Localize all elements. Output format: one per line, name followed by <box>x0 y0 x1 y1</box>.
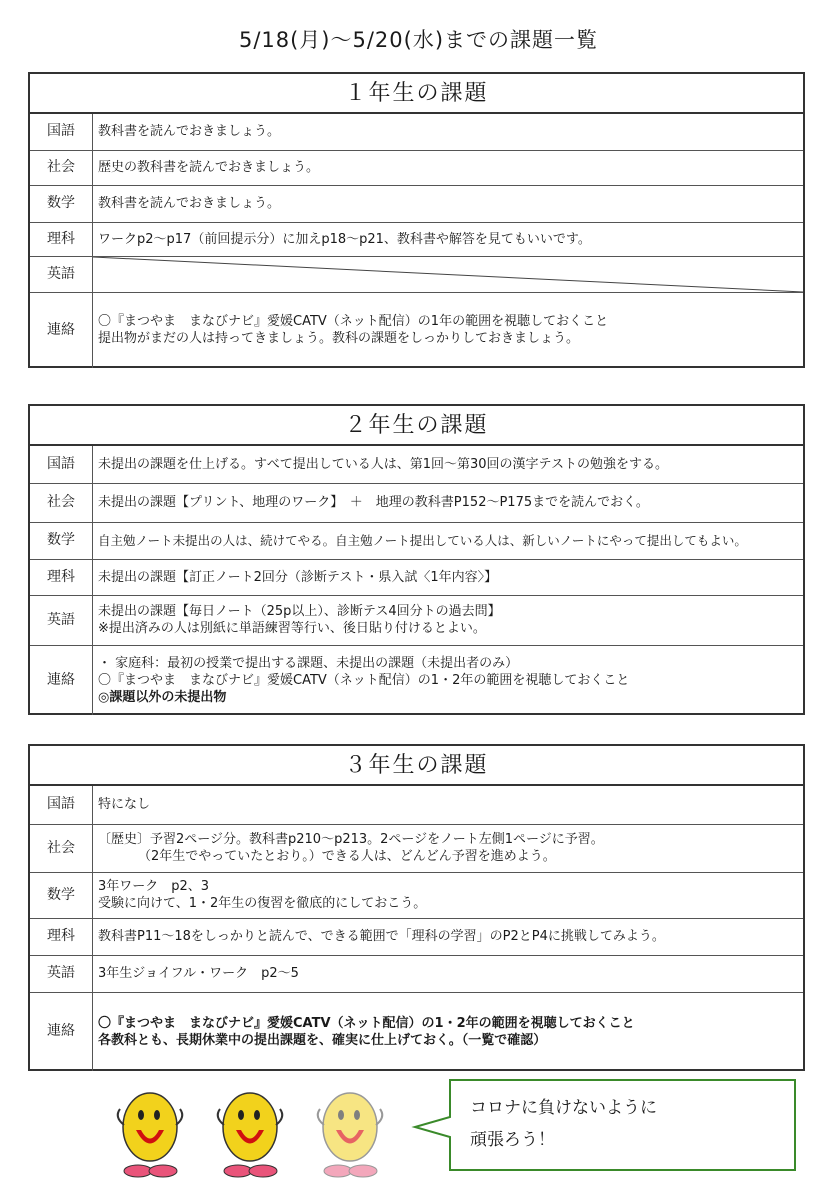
table-row <box>30 483 803 522</box>
table-row <box>30 786 803 824</box>
table-row <box>30 992 803 1071</box>
table-row <box>30 595 803 645</box>
subject-label: 国語 <box>30 446 93 483</box>
assignment-line: 〇『まつやま まなびナビ』愛媛CATV（ネット配信）の1・2年の範囲を視聴しておくこと <box>98 1015 635 1031</box>
grade1-table <box>30 114 803 368</box>
assignment-cell <box>93 292 804 368</box>
subject-label: 理科 <box>30 918 93 955</box>
assignment-line: 特になし <box>98 797 151 813</box>
table-row <box>30 446 803 483</box>
subject-label: 数学 <box>30 872 93 918</box>
assignment-line: 未提出の課題【毎日ノート（25p以上）、診断テス4回分トの過去問】 <box>98 604 501 619</box>
assignment-cell <box>93 446 804 483</box>
assignment-cell <box>93 918 804 955</box>
assignment-line: 提出物がまだの人は持ってきましょう。教科の課題をしっかりしておきましょう。 <box>98 331 580 347</box>
assignment-line: ワークp2～p17（前回提示分）に加えp18～p21、教科書や解答を見てもいいです。 <box>98 231 591 247</box>
assignment-cell <box>93 559 804 595</box>
assignment-cell <box>93 955 804 992</box>
grade1-heading: １年生の課題 <box>30 74 803 114</box>
assignment-line: 教科書を読んでおきましょう。 <box>98 196 281 211</box>
assignment-cell <box>93 185 804 222</box>
grade2-table <box>30 446 803 715</box>
table-row <box>30 256 803 292</box>
table-row <box>30 522 803 559</box>
assignment-line: 未提出の課題を仕上げる。すべて提出している人は、第1回～第30回の漢字テストの勉強をする。 <box>98 456 669 472</box>
subject-label: 理科 <box>30 222 93 256</box>
grade3-table <box>30 786 803 1071</box>
mascot-characters-image <box>110 1085 410 1185</box>
table-row <box>30 222 803 256</box>
table-row <box>30 292 803 368</box>
mascot-character <box>118 1093 183 1177</box>
assignment-line: ・ 家庭科：最初の授業で提出する課題、未提出の課題（未提出者のみ） <box>98 655 519 671</box>
assignment-cell <box>93 114 804 150</box>
grade3-heading: ３年生の課題 <box>30 746 803 786</box>
grade2-section <box>28 404 805 715</box>
table-row <box>30 185 803 222</box>
table-row <box>30 918 803 955</box>
assignment-line: 受験に向けて、1・2年生の復習を徹底的にしておこう。 <box>98 896 427 911</box>
table-row <box>30 645 803 715</box>
assignment-line: 教科書P11～18をしっかりと読んで、できる範囲で「理科の学習」のP2とP4に挑戦してみよう。 <box>98 929 665 944</box>
table-row <box>30 955 803 992</box>
diagonal-line <box>93 257 803 292</box>
assignment-cell <box>93 150 804 185</box>
subject-label: 理科 <box>30 559 93 595</box>
assignment-cell <box>93 786 804 824</box>
table-row <box>30 872 803 918</box>
assignment-line: 3年生ジョイフル・ワーク p2～5 <box>98 966 299 981</box>
assignment-cell <box>93 483 804 522</box>
assignment-line: 教科書を読んでおきましょう。 <box>98 124 281 140</box>
table-row <box>30 114 803 150</box>
assignment-cell <box>93 824 804 872</box>
assignment-line: 未提出の課題【訂正ノート2回分（診断テスト・県入試〈1年内容〉】 <box>98 569 498 585</box>
mascot-character <box>318 1093 383 1177</box>
grade1-section <box>28 72 805 368</box>
subject-label: 国語 <box>30 786 93 824</box>
subject-label: 国語 <box>30 114 93 150</box>
assignment-cell <box>93 645 804 715</box>
table-row <box>30 150 803 185</box>
grade2-heading: ２年生の課題 <box>30 406 803 446</box>
assignment-cell <box>93 222 804 256</box>
assignment-line: 3年ワーク p2、3 <box>98 879 210 894</box>
speech-bubble-text <box>470 1092 770 1156</box>
assignment-line: 未提出の課題【プリント、地理のワーク】 ＋ 地理の教科書P152～P175までを読んでおく。 <box>98 495 649 510</box>
assignment-line: 歴史の教科書を読んでおきましょう。 <box>98 160 320 175</box>
subject-label: 数学 <box>30 185 93 222</box>
empty-cell-diagonal <box>93 256 804 292</box>
subject-label: 社会 <box>30 150 93 185</box>
grade3-section <box>28 744 805 1071</box>
subject-label: 英語 <box>30 595 93 645</box>
page-title: 5/18(月)～5/20(水)までの課題一覧 <box>238 28 599 52</box>
subject-label: 英語 <box>30 955 93 992</box>
assignment-line: 〔歴史〕予習2ページ分。教科書p210～p213。2ページをノート左側1ページに予習。 <box>98 832 604 847</box>
assignment-line: 〇『まつやま まなびナビ』愛媛CATV（ネット配信）の1・2年の範囲を視聴しておくこと <box>98 672 630 688</box>
bubble-line: 頑張ろう！ <box>470 1130 555 1150</box>
subject-label: 連絡 <box>30 292 93 368</box>
assignment-cell <box>93 872 804 918</box>
subject-label: 社会 <box>30 824 93 872</box>
subject-label: 社会 <box>30 483 93 522</box>
subject-label: 連絡 <box>30 645 93 715</box>
assignment-cell <box>93 992 804 1071</box>
assignment-line: 〇『まつやま まなびナビ』愛媛CATV（ネット配信）の1年の範囲を視聴しておくこと <box>98 314 609 330</box>
table-row <box>30 824 803 872</box>
subject-label: 数学 <box>30 522 93 559</box>
assignment-cell <box>93 522 804 559</box>
subject-label: 連絡 <box>30 992 93 1071</box>
subject-label: 英語 <box>30 256 93 292</box>
assignment-line: 自主勉ノート未提出の人は、続けてやる。自主勉ノート提出している人は、新しいノートにやって提出してもよい。 <box>98 533 747 548</box>
mascot-character <box>218 1093 283 1177</box>
bubble-line: コロナに負けないように <box>470 1098 657 1118</box>
assignment-line: （2年生でやっていたとおり。）できる人は、どんどん予習を進めよう。 <box>138 849 556 864</box>
table-row <box>30 559 803 595</box>
assignment-cell <box>93 595 804 645</box>
assignment-line: ◎課題以外の未提出物 <box>98 689 227 705</box>
assignment-line: ※提出済みの人は別紙に単語練習等行い、後日貼り付けるとよい。 <box>98 621 486 636</box>
assignment-line: 各教科とも、長期休業中の提出課題を、確実に仕上げておく。（一覧で確認） <box>98 1032 547 1048</box>
